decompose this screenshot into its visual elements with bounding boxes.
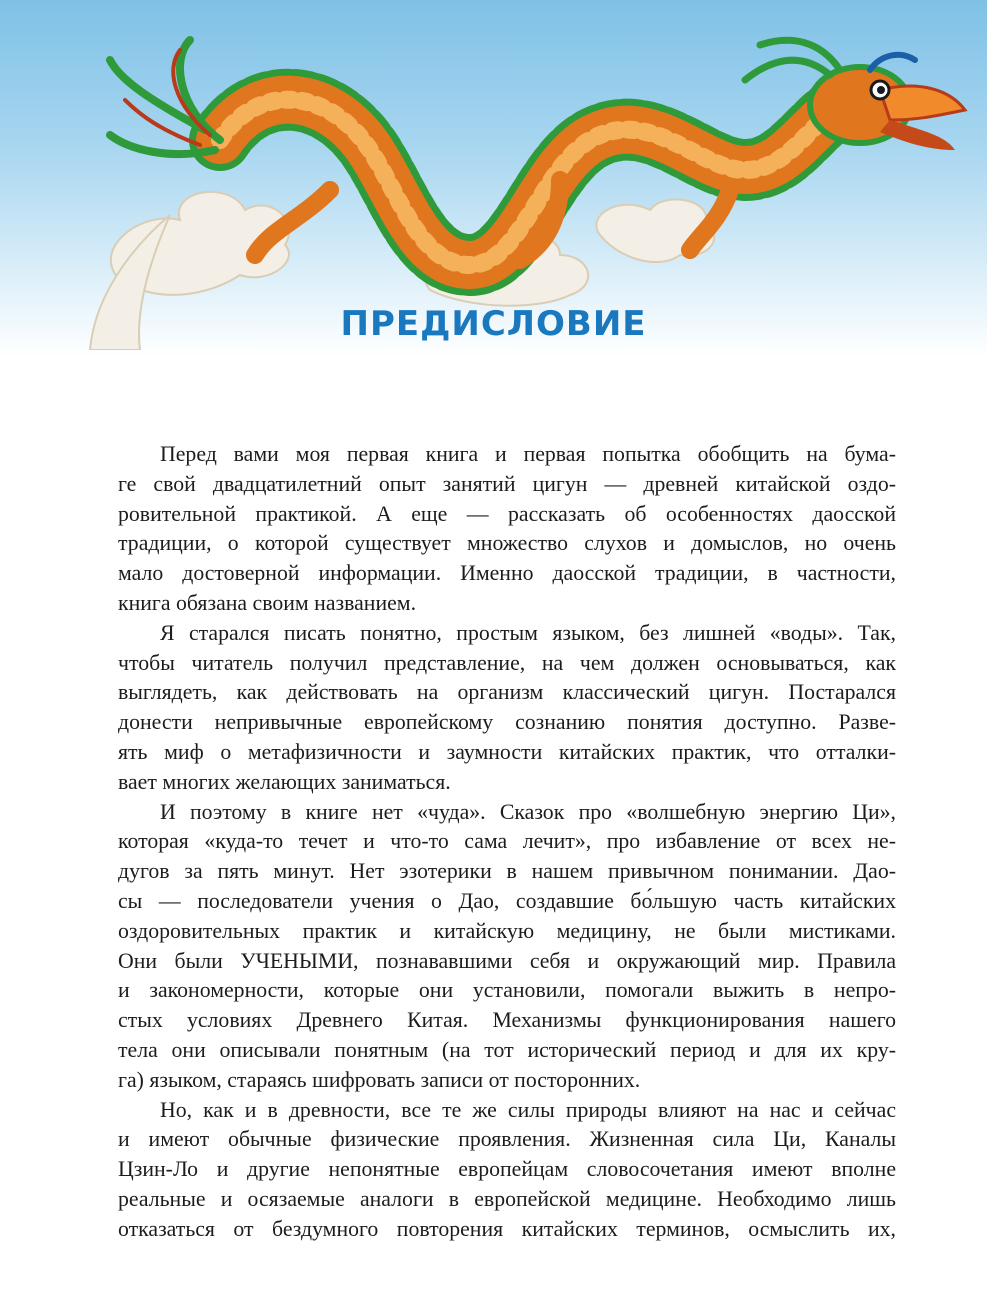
text-line: ять миф о метафизичности и заумности китайских практик, что отталки- [118, 739, 896, 764]
text-line: чтобы читатель получил представление, на чем должен основываться, как [118, 650, 896, 675]
text-line: мало достоверной информации. Именно даосской традиции, в частности, [118, 561, 896, 586]
paragraph [118, 619, 896, 798]
text-line: реальные и осязаемые аналоги в европейской медицине. Необходимо лишь [118, 1186, 896, 1211]
dragon-illustration [0, 20, 987, 350]
preface-text [118, 440, 896, 1245]
header-sky-band [0, 0, 987, 420]
text-line: Перед вами моя первая книга и первая попытка обобщить на бума- [160, 442, 896, 466]
text-line: га) языком, стараясь шифровать записи от посторонних. [118, 1067, 641, 1092]
text-line: сы — последователи учения о Дао, создавшие бо́льшую часть китайских [118, 888, 896, 913]
text-line: выглядеть, как действовать на организм классический цигун. Постарался [118, 680, 896, 705]
paragraph [118, 798, 896, 1096]
text-line: стых условиях Древнего Китая. Механизмы функционирования нашего [118, 1008, 896, 1033]
paragraph [118, 440, 896, 619]
text-line: Цзин-Ло и другие непонятные европейцам словосочетания имеют вполне [118, 1157, 896, 1182]
text-line: книга обязана своим названием. [118, 590, 417, 615]
text-line: традиции, о которой существует множество слухов и домыслов, но очень [118, 531, 896, 556]
text-line: вает многих желающих заниматься. [118, 769, 451, 794]
text-line: и закономерности, которые они установили, помогали выжить в непро- [118, 978, 896, 1003]
text-line: Они были УЧЕНЫМИ, познававшими себя и окружающий мир. Правила [118, 948, 896, 973]
paragraph [118, 1096, 896, 1245]
text-line: отказаться от бездумного повторения китайских терминов, осмыслить их, [118, 1216, 896, 1241]
text-line: дугов за пять минут. Нет эзотерики в нашем привычном понимании. Дао- [118, 859, 896, 884]
text-line: Я старался писать понятно, простым языком, без лишней «воды». Так, [160, 620, 896, 645]
text-line: ге свой двадцатилетний опыт занятий цигун — древней китайской оздо- [118, 471, 896, 496]
text-line: и имеют обычные физические проявления. Жизненная сила Ци, Каналы [118, 1127, 896, 1152]
text-line: И поэтому в книге нет «чуда». Сказок про «волшебную энергию Ци», [160, 799, 896, 824]
page-title: ПРЕДИСЛОВИЕ [340, 304, 647, 344]
text-line: донести непривычные европейскому сознанию понятия доступно. Разве- [118, 710, 896, 735]
text-line: ровительной практикой. А еще — рассказать об особенностях даосской [118, 501, 896, 526]
text-line: которая «куда-то течет и что-то сама лечит», про избавление от всех не- [118, 829, 896, 854]
text-line: тела они описывали понятным (на тот исторический период и для их кру- [118, 1037, 896, 1062]
text-line: оздоровительных практик и китайскую медицину, не были мистиками. [118, 918, 896, 943]
text-line: Но, как и в древности, все те же силы природы влияют на нас и сейчас [160, 1097, 896, 1122]
